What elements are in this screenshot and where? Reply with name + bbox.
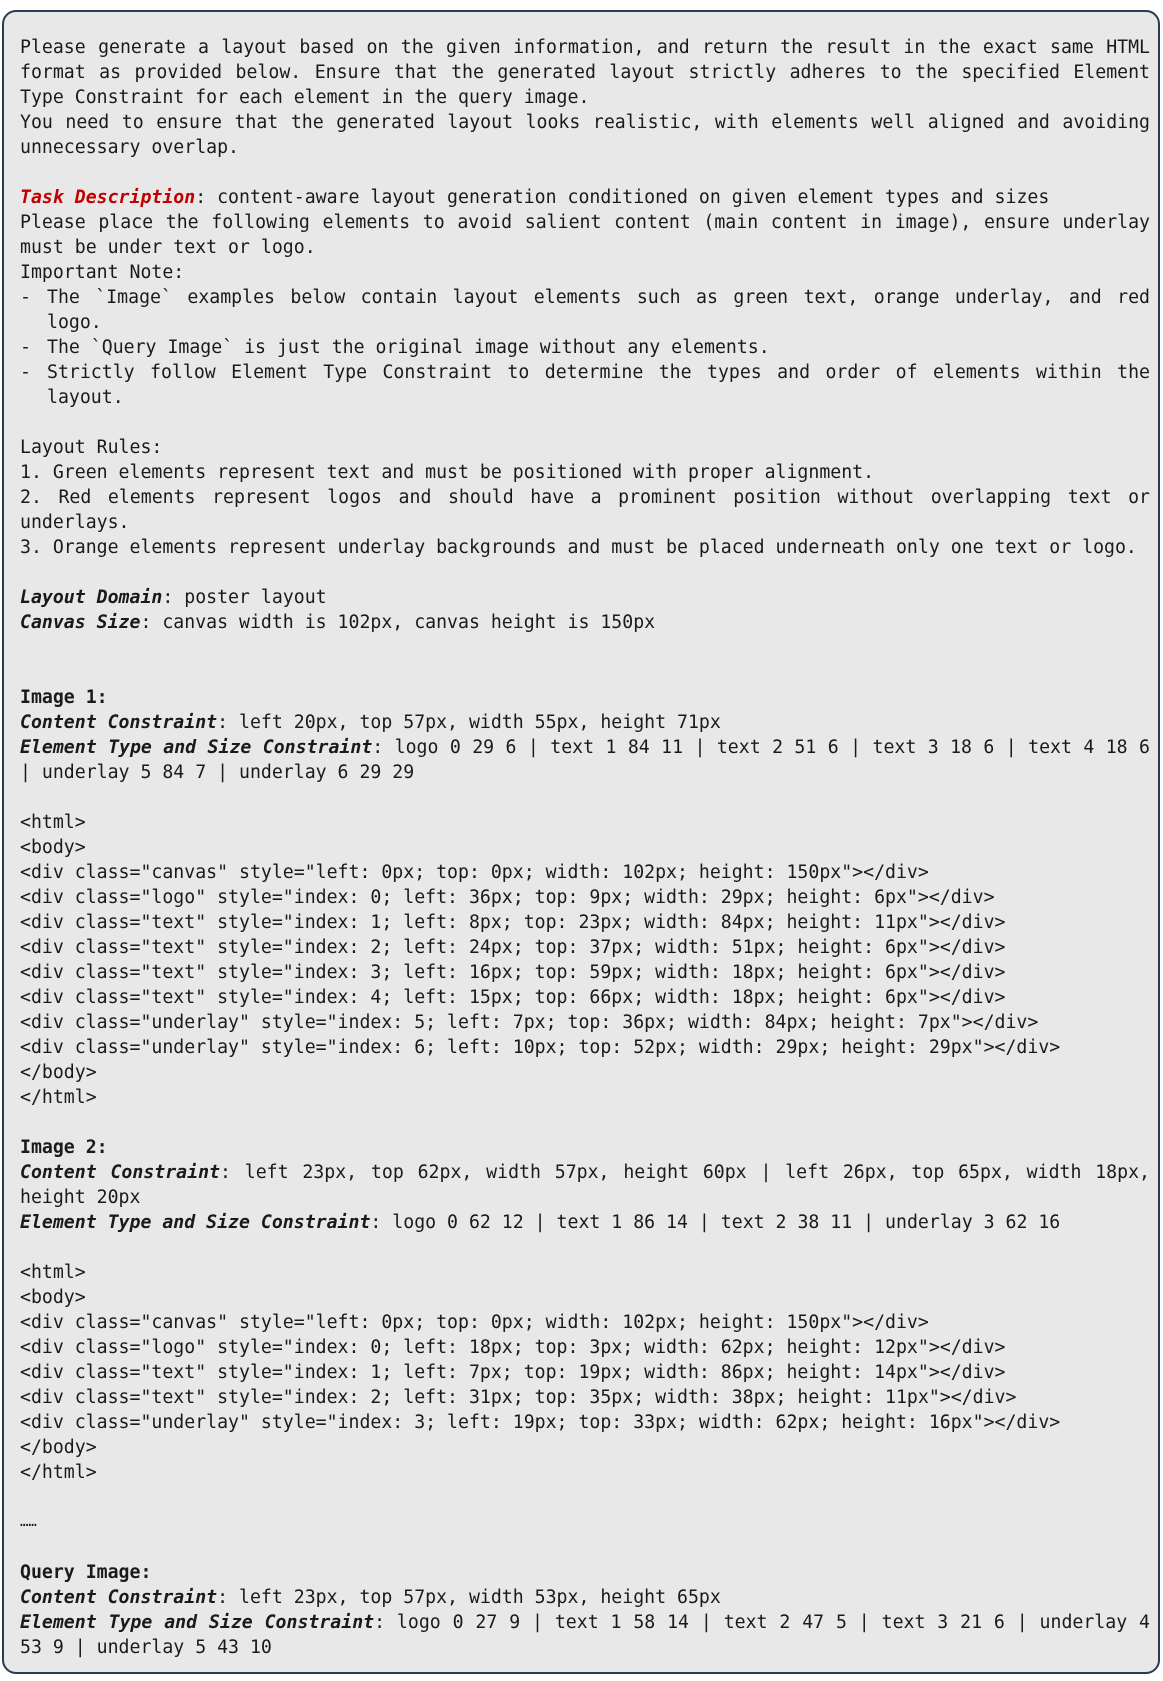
code-line: </html> [20, 1462, 97, 1483]
image1-heading: Image 1: [20, 687, 108, 708]
canvas-size-label: Canvas Size [20, 612, 141, 633]
code-line: <html> [20, 1262, 86, 1283]
layout-domain-value: : poster layout [162, 587, 327, 608]
content-constraint-value: : left 23px, top 62px, width 57px, height 60px | left 26px, top 65px, width 18px, height 20px [20, 1162, 1150, 1208]
code-line: <html> [20, 812, 86, 833]
code-line: <div class="logo" style="index: 0; left: 18px; top: 3px; width: 62px; height: 12px"></div> [20, 1337, 1006, 1358]
task-description-value: : content-aware layout generation conditioned on given element types and sizes [195, 187, 1050, 208]
layout-domain [20, 585, 1150, 610]
code-line: <div class="canvas" style="left: 0px; top: 0px; width: 102px; height: 150px"></div> [20, 862, 929, 883]
rule-item: 2. Red elements represent logos and should have a prominent position without overlapping text or underlays. [20, 487, 1150, 533]
code-line: <body> [20, 837, 86, 858]
ellipsis: …… [20, 1514, 37, 1530]
note-text: The `Query Image` is just the original image without any elements. [47, 337, 770, 358]
image1-code-block [20, 810, 1150, 1110]
note-text: The `Image` examples below contain layout elements such as green text, orange underlay, and red logo. [47, 287, 1150, 333]
code-line: <div class="underlay" style="index: 3; left: 19px; top: 33px; width: 62px; height: 16px"></div> [20, 1412, 1061, 1433]
rule-item: 3. Orange elements represent underlay backgrounds and must be placed underneath only one text or logo. [20, 537, 1137, 558]
element-constraint-value: : logo 0 62 12 | text 1 86 14 | text 2 38 11 | underlay 3 62 16 [370, 1212, 1061, 1233]
note-item: - The `Image` examples below contain layout elements such as green text, orange underlay, and red logo. [20, 287, 1150, 333]
note-item: - Strictly follow Element Type Constraint to determine the types and order of elements within the layout. [20, 362, 1150, 408]
rule-item: 1. Green elements represent text and must be positioned with proper alignment. [20, 462, 875, 483]
code-line: <div class="text" style="index: 2; left: 31px; top: 35px; width: 38px; height: 11px"></div> [20, 1387, 1017, 1408]
element-constraint-value: : logo 0 29 6 | text 1 84 11 | text 2 51 6 | text 3 18 6 | text 4 18 6 | underlay 5 84 7 | underlay 6 29 29 [20, 737, 1150, 783]
image1-content-constraint [20, 710, 1150, 735]
code-line: <div class="underlay" style="index: 6; left: 10px; top: 52px; width: 29px; height: 29px"></div> [20, 1037, 1061, 1058]
image2-heading: Image 2: [20, 1137, 108, 1158]
image1-element-constraint [20, 735, 1150, 785]
query-element-constraint [20, 1610, 1150, 1660]
code-line: <div class="text" style="index: 1; left: 8px; top: 23px; width: 84px; height: 11px"></div> [20, 912, 1006, 933]
rules-heading: Layout Rules: [20, 437, 163, 458]
task-description-label: Task Description [20, 187, 196, 208]
intro-paragraph-2: You need to ensure that the generated layout looks realistic, with elements well aligned and avoiding unnecessary overlap. [20, 112, 1150, 158]
element-constraint-label: Element Type and Size Constraint [20, 737, 373, 758]
code-line: </body> [20, 1062, 97, 1083]
layout-domain-label: Layout Domain [20, 587, 163, 608]
code-line: </body> [20, 1437, 97, 1458]
image2-code-block [20, 1260, 1150, 1485]
element-constraint-label: Element Type and Size Constraint [20, 1612, 375, 1633]
prompt-content [20, 35, 1150, 1660]
code-line: <div class="text" style="index: 1; left: 7px; top: 19px; width: 86px; height: 14px"></div> [20, 1362, 1006, 1383]
task-description [20, 185, 1150, 210]
code-line: <div class="canvas" style="left: 0px; top: 0px; width: 102px; height: 150px"></div> [20, 1312, 929, 1333]
content-constraint-value: : left 20px, top 57px, width 55px, height 71px [217, 712, 721, 733]
content-constraint-label: Content Constraint [20, 1587, 218, 1608]
note-text: Strictly follow Element Type Constraint to determine the types and order of elements within the layout. [47, 362, 1150, 408]
query-content-constraint [20, 1585, 1150, 1610]
canvas-size [20, 610, 1150, 635]
element-constraint-label: Element Type and Size Constraint [20, 1212, 371, 1233]
note-heading: Important Note: [20, 262, 185, 283]
code-line: <div class="text" style="index: 3; left: 16px; top: 59px; width: 18px; height: 6px"></div> [20, 962, 1006, 983]
code-line: </html> [20, 1087, 97, 1108]
code-line: <div class="text" style="index: 4; left: 15px; top: 66px; width: 18px; height: 6px"></div> [20, 987, 1006, 1008]
image2-element-constraint [20, 1210, 1150, 1235]
code-line: <div class="logo" style="index: 0; left: 36px; top: 9px; width: 29px; height: 6px"></div> [20, 887, 995, 908]
note-item: - The `Query Image` is just the original image without any elements. [20, 335, 1150, 360]
query-heading: Query Image: [20, 1562, 152, 1583]
canvas-size-value: : canvas width is 102px, canvas height is 150px [140, 612, 656, 633]
code-line: <div class="underlay" style="index: 5; left: 7px; top: 36px; width: 84px; height: 7px"></div> [20, 1012, 1039, 1033]
content-constraint-label: Content Constraint [20, 712, 218, 733]
task-paragraph: Please place the following elements to avoid salient content (main content in image), ensure underlay must be under text or logo. [20, 212, 1150, 258]
code-line: <div class="text" style="index: 2; left: 24px; top: 37px; width: 51px; height: 6px"></div> [20, 937, 1006, 958]
code-line: <body> [20, 1287, 86, 1308]
prompt-panel [2, 10, 1160, 1674]
content-constraint-value: : left 23px, top 57px, width 53px, height 65px [217, 1587, 721, 1608]
content-constraint-label: Content Constraint [20, 1162, 220, 1183]
element-constraint-value: : logo 0 27 9 | text 1 58 14 | text 2 47 5 | text 3 21 6 | underlay 4 53 9 | underlay 5 43 10 [20, 1612, 1150, 1658]
intro-paragraph-1: Please generate a layout based on the given information, and return the result in the exact same HTML format as provided below. Ensure that the generated layout strictly adheres to the specified Element Type Constraint for each element in the query image. [20, 37, 1150, 108]
image2-content-constraint [20, 1160, 1150, 1210]
